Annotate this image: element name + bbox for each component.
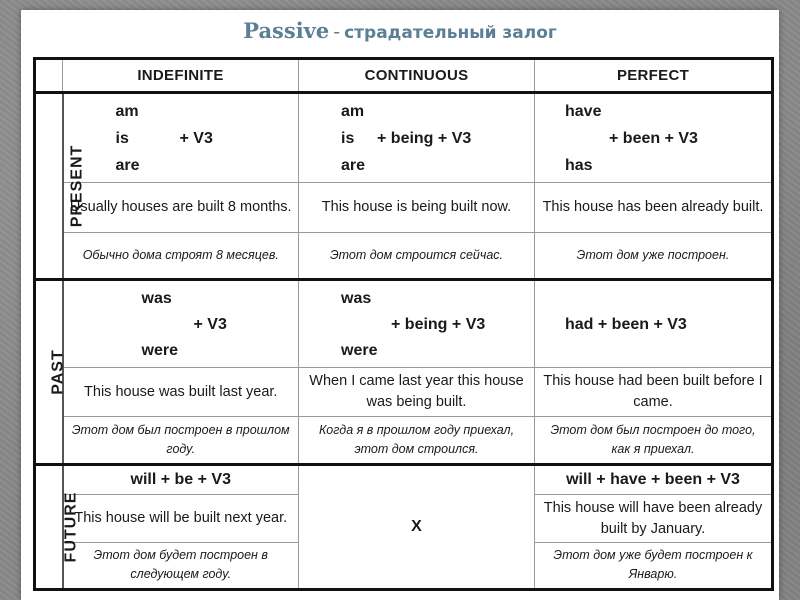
past-indefinite-formula: was + V3 were [63, 279, 299, 367]
past-perfect-translation: Этот дом был построен до того, как я приехал. [535, 417, 773, 464]
header-indefinite: INDEFINITE [63, 59, 299, 93]
past-indefinite-example: This house was built last year. [63, 368, 299, 417]
future-perfect-formula: will + have + been + V3 [535, 464, 773, 495]
page-title [0, 18, 800, 43]
future-continuous-not-used: X [299, 464, 535, 589]
present-indefinite-formula: am is + V3 are [63, 92, 299, 182]
past-indefinite-translation: Этот дом был построен в прошлом году. [63, 417, 299, 464]
title-subtitle: страдательный залог [344, 23, 557, 43]
header-perfect: PERFECT [535, 59, 773, 93]
side-label-present: PRESENT [35, 92, 63, 279]
header-row [35, 59, 773, 93]
present-perfect-formula: have + been + V3 has [535, 92, 773, 182]
past-formula-row [35, 279, 773, 367]
past-perfect-formula: had + been + V3 [535, 279, 773, 367]
past-perfect-example: This house had been built before I came. [535, 368, 773, 417]
present-continuous-translation: Этот дом строится сейчас. [299, 232, 535, 279]
future-indefinite-example: This house will be built next year. [63, 495, 299, 542]
header-continuous: CONTINUOUS [299, 59, 535, 93]
past-russian-row [35, 417, 773, 464]
present-formula-row [35, 92, 773, 182]
present-russian-row [35, 232, 773, 279]
future-indefinite-formula: will + be + V3 [63, 464, 299, 495]
past-continuous-translation: Когда я в прошлом году приехал, этот дом строился. [299, 417, 535, 464]
past-continuous-formula: was + being + V3 were [299, 279, 535, 367]
present-english-row [35, 183, 773, 232]
future-perfect-example: This house will have been already built by January. [535, 495, 773, 542]
present-continuous-formula: am is + being + V3 are [299, 92, 535, 182]
future-indefinite-translation: Этот дом будет построен в следующем году. [63, 542, 299, 589]
title-main: Passive [243, 18, 330, 43]
present-perfect-translation: Этот дом уже построен. [535, 232, 773, 279]
past-english-row [35, 368, 773, 417]
present-indefinite-example: Usually houses are built 8 months. [63, 183, 299, 232]
present-continuous-example: This house is being built now. [299, 183, 535, 232]
present-indefinite-translation: Обычно дома строят 8 месяцев. [63, 232, 299, 279]
past-continuous-example: When I came last year this house was being built. [299, 368, 535, 417]
side-label-future: FUTURE [35, 464, 63, 589]
future-perfect-translation: Этот дом уже будет построен к Январю. [535, 542, 773, 589]
side-label-past: PAST [35, 279, 63, 464]
corner-cell [35, 59, 63, 93]
present-perfect-example: This house has been already built. [535, 183, 773, 232]
future-formula-row [35, 464, 773, 495]
title-separator: - [333, 21, 341, 43]
passive-voice-table [33, 57, 774, 591]
